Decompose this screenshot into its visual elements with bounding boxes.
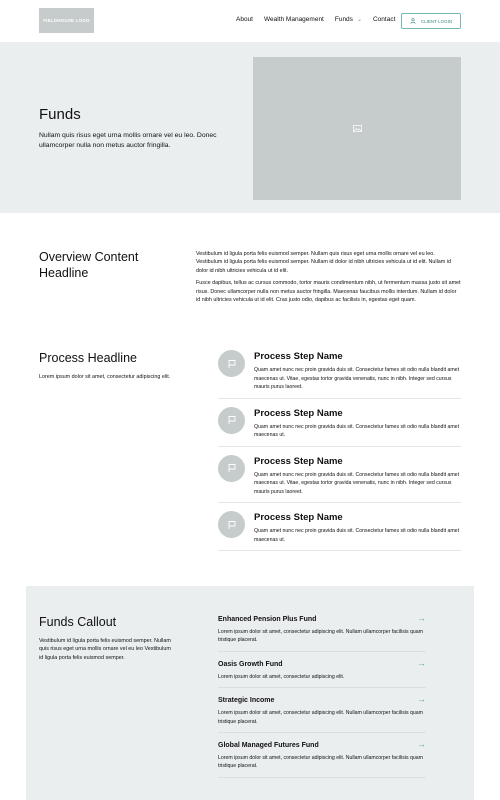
overview-paragraph: Vestibulum id ligula porta felis euismod semper. Nullam quis risus eget urna mollis ornare vel eu leo. Vestibulum id ligula porta felis euismod semper. Nullam id dolor id nibh ultricies vehicula ut id elit. Nullam id dolor id nibh ultricies vehicula ut id elit. (196, 251, 451, 274)
nav-funds[interactable] (335, 16, 362, 23)
process-step-text: Quam amet nunc nec proin gravida duis sit. Consectetur fames sit odio nulla blandit amet maecenas ut. (254, 528, 460, 543)
nav-about[interactable] (236, 16, 253, 23)
callout-text: Vestibulum id ligula porta felis euismod semper. Nullam quis risus eget urna mollis ornare vel eu leo Vestibulum id ligula porta felis euismod semper. (39, 638, 171, 661)
page-title: Funds (39, 106, 81, 123)
nav-wealth-management[interactable] (264, 16, 324, 23)
process-step-text: Quam amet nunc nec proin gravida duis sit. Consectetur fames sit odio nulla blandit amet maecenas ut. Vitae, egestas tortor gravida venenatis, nunc in nibh. Integer sed cursus mauris purus laoreet. (254, 367, 460, 390)
flag-icon (218, 407, 245, 434)
arrow-right-icon[interactable]: → (417, 613, 426, 623)
process-step-text: Quam amet nunc nec proin gravida duis sit. Consectetur fames sit odio nulla blandit amet maecenas ut. (254, 423, 460, 438)
process-step (218, 347, 461, 399)
process-step-text: Quam amet nunc nec proin gravida duis sit. Consectetur fames sit odio nulla blandit amet maecenas ut. Vitae, egestas tortor gravida venenatis, nunc in nibh. Integer sed cursus mauris purus laoreet. (254, 471, 460, 495)
process-subtitle: Lorem ipsum dolor sit amet, consectetur adipiscing elit. (39, 374, 171, 380)
process-step-title: Process Step Name (254, 351, 343, 362)
process-step (218, 452, 461, 504)
process-steps (218, 347, 461, 551)
hero-text: Nullam quis risus eget urna mollis ornare vel eu leo. Donec ullamcorper nulla non metus auctor fringilla. (39, 132, 217, 149)
fund-item[interactable] (218, 740, 426, 778)
overview-body (196, 250, 461, 308)
chevron-down-icon: ⌄ (356, 16, 362, 23)
user-icon (410, 18, 416, 24)
main-nav (236, 16, 406, 23)
arrow-right-icon[interactable]: → (417, 694, 426, 705)
fund-description: Lorem ipsum dolor sit amet, consectetur adipiscing elit. Nullam ullamcorper facilisis quam tristique placerat. (218, 629, 423, 644)
process-step (218, 404, 461, 447)
client-login-label: CLIENT LOGIN (420, 18, 453, 24)
nav-contact-label: Contact (372, 16, 396, 23)
nav-about-label: About (236, 16, 253, 23)
fund-description: Lorem ipsum dolor sit amet, consectetur adipiscing elit. Nullam ullamcorper facilisis quam tristique placerat. (218, 755, 423, 770)
logo-text: FIELDHOUSE LOGO (43, 18, 90, 23)
process-step-title: Process Step Name (254, 512, 343, 523)
nav-funds-label: Funds (334, 16, 353, 23)
fund-item[interactable] (218, 614, 426, 652)
flag-icon (218, 350, 245, 377)
arrow-right-icon[interactable]: → (417, 739, 426, 750)
fund-name: Strategic Income (218, 697, 275, 705)
fund-description: Lorem ipsum dolor sit amet, consectetur adipiscing elit. (218, 673, 345, 680)
logo[interactable] (39, 8, 94, 33)
fund-description: Lorem ipsum dolor sit amet, consectetur adipiscing elit. Nullam ullamcorper facilisis quam tristique placerat. (218, 710, 423, 725)
site-header (0, 0, 500, 43)
fund-item[interactable] (218, 695, 426, 733)
nav-wealth-management-label: Wealth Management (264, 16, 324, 23)
fund-name: Oasis Growth Fund (218, 660, 283, 668)
flag-icon (218, 455, 245, 482)
image-icon (353, 125, 362, 132)
fund-name: Enhanced Pension Plus Fund (218, 616, 317, 623)
process-step-title: Process Step Name (254, 407, 343, 419)
overview-paragraph: Fusce dapibus, tellus ac cursus commodo, tortor mauris condimentum nibh, ut fermentum massa justo sit amet risus. Donec ullamcorper nulla non metus auctor fringilla. Maecenas faucibus mollis interdum. Nullam id dolor id nibh ultricies vehicula ut id elit. Cras justo odio, dapibus ac facilisis in, egestas eget quam. (196, 280, 461, 304)
hero-image-placeholder (253, 57, 461, 200)
nav-contact[interactable] (373, 16, 395, 23)
callout-headline: Funds Callout (39, 615, 117, 629)
process-step-title: Process Step Name (254, 455, 343, 467)
funds-callout-section (26, 586, 474, 800)
hero-section (0, 43, 500, 213)
fund-list (218, 614, 426, 785)
fund-item[interactable] (218, 659, 426, 688)
client-login-button[interactable] (401, 13, 461, 29)
fund-name: Global Managed Futures Fund (218, 742, 319, 750)
overview-headline: Overview Content Headline (39, 250, 139, 280)
process-headline: Process Headline (39, 351, 137, 365)
process-step (218, 508, 461, 551)
arrow-right-icon[interactable]: → (417, 657, 426, 668)
flag-icon (218, 511, 245, 538)
